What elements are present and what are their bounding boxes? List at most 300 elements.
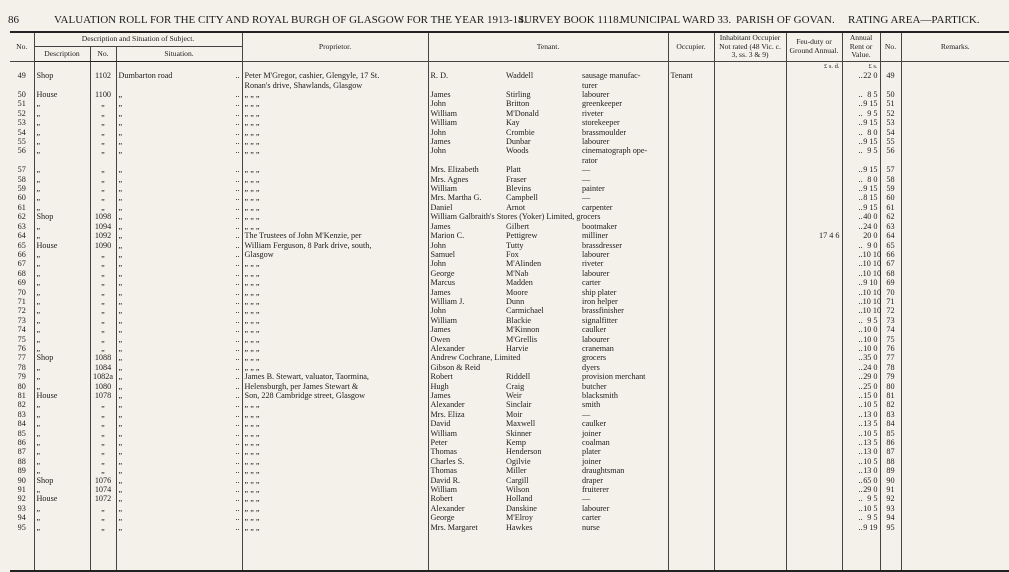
row-tenant-last: Danskine — [506, 503, 537, 513]
row-number-right: 56 — [880, 146, 901, 155]
row-feu-duty — [786, 457, 842, 466]
row-remarks — [901, 259, 1009, 268]
row-feu-duty — [786, 137, 842, 146]
row-number: 60 — [17, 193, 26, 203]
row-remarks — [901, 466, 1009, 475]
row-inhabitant — [714, 250, 786, 259]
row-tenant-first: John — [428, 146, 504, 155]
row-remarks — [901, 231, 1009, 240]
row-description: „ — [34, 419, 90, 428]
col-situation: Situation. — [116, 47, 242, 61]
row-proprietor: „ „ „ — [242, 363, 428, 372]
row-description: „ — [34, 344, 90, 353]
col-inhabitant: Inhabitant Occupier Not rated (48 Vic. c. 3, ss. 3 & 9) — [714, 32, 786, 61]
row-occupation: caulker — [582, 419, 607, 429]
row-inhabitant — [714, 429, 786, 438]
row-tenant-first: James — [428, 90, 504, 99]
row-number-right: 77 — [880, 353, 901, 362]
row-occupier — [668, 438, 714, 447]
table-row — [10, 438, 1009, 447]
row-number-right: 64 — [880, 231, 901, 240]
row-proprietor: Peter M'Gregor, cashier, Glengyle, 17 St. — [242, 71, 428, 80]
page-number: 86 — [8, 14, 19, 26]
row-occupier — [668, 146, 714, 155]
row-number: 51 — [17, 99, 26, 109]
row-occupation: brassdresser — [582, 240, 623, 250]
row-tenant-first: Mrs. Eliza — [428, 410, 504, 419]
row-annual-rent: .. 9 15 — [842, 99, 880, 108]
row-number-right: 89 — [880, 466, 901, 475]
row-number-right — [880, 156, 901, 165]
col-description-group: Description and Situation of Subject. — [34, 32, 242, 47]
row-tenant-last: Craig — [506, 381, 525, 391]
row-proprietor: „ „ „ — [242, 429, 428, 438]
row-occupation: fruiterer — [582, 485, 609, 495]
row-tenant-last: M'Donald — [506, 108, 539, 118]
table-row — [10, 429, 1009, 438]
row-number-right: 78 — [880, 363, 901, 372]
row-occupation: storekeeper — [582, 118, 620, 128]
row-number: 87 — [17, 447, 26, 457]
row-inhabitant — [714, 325, 786, 334]
row-situation: „ .. — [116, 429, 242, 438]
col-remarks: Remarks. — [901, 32, 1009, 61]
row-situation: „ .. — [116, 288, 242, 297]
row-tenant-last: Waddell — [506, 71, 534, 81]
row-feu-duty — [786, 278, 842, 287]
row-occupation: — — [582, 193, 591, 203]
row-occupier — [668, 118, 714, 127]
row-inhabitant — [714, 203, 786, 212]
row-number: 79 — [17, 372, 26, 382]
row-house-number: 1074 — [90, 485, 116, 494]
row-feu-duty — [786, 259, 842, 268]
row-feu-duty — [786, 466, 842, 475]
row-tenant-first: Daniel — [428, 203, 504, 212]
row-proprietor: Glasgow — [242, 250, 428, 259]
row-situation: „ .. — [116, 316, 242, 325]
row-house-number: „ — [90, 288, 116, 297]
row-number: 95 — [17, 522, 26, 532]
row-situation: „ .. — [116, 325, 242, 334]
row-annual-rent: .. 10 10 — [842, 269, 880, 278]
table-row — [10, 494, 1009, 503]
row-proprietor: „ „ „ — [242, 316, 428, 325]
row-house-number: 1088 — [90, 353, 116, 362]
row-tenant-last: Cargill — [506, 475, 529, 485]
row-situation: „ .. — [116, 222, 242, 231]
row-situation: „ .. — [116, 175, 242, 184]
row-number-right: 60 — [880, 193, 901, 202]
row-inhabitant — [714, 316, 786, 325]
row-tenant-first: David — [428, 419, 504, 428]
row-number-right: 79 — [880, 372, 901, 381]
row-tenant-first: James — [428, 391, 504, 400]
row-annual-rent: .. 9 15 — [842, 165, 880, 174]
row-number: 89 — [17, 466, 26, 476]
table-row — [10, 184, 1009, 193]
row-remarks — [901, 429, 1009, 438]
row-situation: „ .. — [116, 447, 242, 456]
row-occupation: — — [582, 174, 591, 184]
row-occupier — [668, 99, 714, 108]
row-occupier — [668, 156, 714, 165]
row-remarks — [901, 175, 1009, 184]
row-tenant-first: George — [428, 269, 504, 278]
row-situation: „ .. — [116, 513, 242, 522]
row-occupation: bootmaker — [582, 221, 618, 231]
row-proprietor: „ „ „ — [242, 175, 428, 184]
row-occupation: smith — [582, 400, 601, 410]
row-description: „ — [34, 466, 90, 475]
row-remarks — [901, 184, 1009, 193]
row-inhabitant — [714, 335, 786, 344]
row-annual-rent: .. 8 0 — [842, 128, 880, 137]
row-feu-duty — [786, 81, 842, 90]
row-number: 85 — [17, 428, 26, 438]
row-proprietor: „ „ „ — [242, 335, 428, 344]
row-occupation: — — [582, 165, 591, 175]
row-tenant-first: James — [428, 288, 504, 297]
row-annual-rent: .. 10 5 — [842, 400, 880, 409]
row-occupier — [668, 513, 714, 522]
row-remarks — [901, 523, 1009, 532]
row-inhabitant — [714, 466, 786, 475]
table-body — [10, 61, 1009, 571]
row-feu-duty — [786, 250, 842, 259]
row-feu-duty — [786, 504, 842, 513]
row-occupier — [668, 109, 714, 118]
table-row — [10, 203, 1009, 212]
row-tenant-first: John — [428, 259, 504, 268]
row-tenant-first: Robert — [428, 372, 504, 381]
row-house-number: 1092 — [90, 231, 116, 240]
row-tenant-last: Miller — [506, 466, 527, 476]
row-proprietor: „ „ „ — [242, 193, 428, 202]
row-remarks — [901, 241, 1009, 250]
row-description: „ — [34, 278, 90, 287]
row-description: „ — [34, 175, 90, 184]
table-row — [10, 372, 1009, 381]
row-remarks — [901, 297, 1009, 306]
row-feu-duty — [786, 203, 842, 212]
row-occupation: carter — [582, 513, 601, 523]
row-tenant-first: William J. — [428, 297, 504, 306]
row-annual-rent: .. 35 0 — [842, 353, 880, 362]
table-row — [10, 419, 1009, 428]
row-occupation: carpenter — [582, 202, 613, 212]
row-tenant-last: Maxwell — [506, 419, 536, 429]
row-remarks — [901, 494, 1009, 503]
row-occupier — [668, 128, 714, 137]
row-tenant-last: Blevins — [506, 184, 532, 194]
row-situation: „ .. — [116, 344, 242, 353]
row-feu-duty — [786, 316, 842, 325]
row-situation: „ .. — [116, 109, 242, 118]
row-occupation: provision merchant — [582, 372, 646, 382]
row-occupier — [668, 203, 714, 212]
row-feu-duty — [786, 71, 842, 80]
row-house-number: 1094 — [90, 222, 116, 231]
row-situation: „ .. — [116, 335, 242, 344]
row-situation: „ .. — [116, 193, 242, 202]
row-situation: „ .. — [116, 382, 242, 391]
row-occupier — [668, 494, 714, 503]
row-tenant-last: Campbell — [506, 193, 538, 203]
row-situation: „ .. — [116, 90, 242, 99]
row-feu-duty — [786, 494, 842, 503]
row-situation: „ .. — [116, 353, 242, 362]
row-description: „ — [34, 222, 90, 231]
row-description: „ — [34, 109, 90, 118]
row-number — [10, 81, 34, 90]
row-description: House — [34, 90, 90, 99]
row-feu-duty — [786, 128, 842, 137]
table-row — [10, 476, 1009, 485]
row-occupation: plater — [582, 447, 601, 457]
row-tenant-last: Sinclair — [506, 400, 532, 410]
row-house-number — [90, 156, 116, 165]
row-inhabitant — [714, 259, 786, 268]
row-number: 92 — [17, 494, 26, 504]
row-situation: „ .. — [116, 419, 242, 428]
row-feu-duty — [786, 391, 842, 400]
col-occupier: Occupier. — [668, 32, 714, 61]
row-feu-duty — [786, 156, 842, 165]
row-description: „ — [34, 146, 90, 155]
row-annual-rent: .. 10 10 — [842, 250, 880, 259]
row-annual-rent: .. 9 5 — [842, 109, 880, 118]
row-proprietor: „ „ „ — [242, 410, 428, 419]
row-situation: „ .. — [116, 523, 242, 532]
row-house-number: „ — [90, 118, 116, 127]
row-tenant-last: Pettigrew — [506, 231, 538, 241]
row-number — [10, 156, 34, 165]
row-annual-rent: .. 10 10 — [842, 259, 880, 268]
row-description — [34, 81, 90, 90]
row-inhabitant — [714, 269, 786, 278]
row-house-number: „ — [90, 165, 116, 174]
row-occupier — [668, 485, 714, 494]
table-row — [10, 90, 1009, 99]
row-description: „ — [34, 363, 90, 372]
row-tenant-first: David R. — [428, 476, 504, 485]
row-number: 84 — [17, 419, 26, 429]
row-tenant-first: Thomas — [428, 447, 504, 456]
table-row — [10, 222, 1009, 231]
table-row — [10, 278, 1009, 287]
table-row — [10, 363, 1009, 372]
page-header — [8, 4, 992, 26]
row-situation: „ .. — [116, 241, 242, 250]
row-description: „ — [34, 259, 90, 268]
row-tenant-first: Andrew Cochrane, Limited — [428, 353, 504, 362]
row-tenant-last: Dunn — [506, 296, 525, 306]
row-occupation: — — [582, 494, 591, 504]
row-number: 67 — [17, 259, 26, 269]
row-proprietor: „ „ „ — [242, 259, 428, 268]
row-remarks — [901, 222, 1009, 231]
row-tenant-last: M'Kinnon — [506, 325, 540, 335]
row-inhabitant — [714, 241, 786, 250]
row-situation: „ .. — [116, 128, 242, 137]
row-number-right: 65 — [880, 241, 901, 250]
row-remarks — [901, 109, 1009, 118]
row-house-number: „ — [90, 523, 116, 532]
row-house-number: „ — [90, 193, 116, 202]
row-occupation: nurse — [582, 522, 600, 532]
row-tenant-last: M'Grellis — [506, 334, 538, 344]
row-number-right: 50 — [880, 90, 901, 99]
row-house-number: „ — [90, 137, 116, 146]
row-tenant-last: Riddell — [506, 372, 531, 382]
row-number-right: 76 — [880, 344, 901, 353]
row-number: 88 — [17, 456, 26, 466]
row-description: „ — [34, 269, 90, 278]
row-number-right: 70 — [880, 288, 901, 297]
row-tenant-last — [504, 363, 580, 372]
row-inhabitant — [714, 419, 786, 428]
row-annual-rent: .. 9 15 — [842, 137, 880, 146]
row-occupation: draper — [582, 475, 603, 485]
row-tenant-last: Dunbar — [506, 137, 531, 147]
row-proprietor: Ronan's drive, Shawlands, Glasgow — [242, 81, 428, 90]
row-inhabitant — [714, 231, 786, 240]
row-occupation: milliner — [582, 231, 608, 241]
row-number-right: 54 — [880, 128, 901, 137]
row-house-number: „ — [90, 419, 116, 428]
row-occupier — [668, 335, 714, 344]
row-occupier — [668, 278, 714, 287]
row-situation: „ .. — [116, 269, 242, 278]
row-occupation: carter — [582, 278, 601, 288]
row-feu-duty — [786, 90, 842, 99]
row-inhabitant — [714, 485, 786, 494]
row-tenant-first: George — [428, 513, 504, 522]
row-situation: „ .. — [116, 259, 242, 268]
row-number-right: 85 — [880, 429, 901, 438]
row-proprietor: „ „ „ — [242, 165, 428, 174]
row-tenant-last: M'Elroy — [506, 513, 533, 523]
row-tenant-first: William — [428, 429, 504, 438]
row-occupier — [668, 316, 714, 325]
row-description: House — [34, 391, 90, 400]
row-proprietor: „ „ „ — [242, 476, 428, 485]
row-remarks — [901, 476, 1009, 485]
row-remarks — [901, 457, 1009, 466]
row-proprietor: „ „ „ — [242, 99, 428, 108]
row-annual-rent: .. 9 15 — [842, 184, 880, 193]
row-situation: „ .. — [116, 466, 242, 475]
row-number: 76 — [17, 343, 26, 353]
table-row — [10, 344, 1009, 353]
row-tenant-first: William — [428, 109, 504, 118]
row-proprietor: Helensburgh, per James Stewart & — [242, 382, 428, 391]
row-tenant-first: Mrs. Elizabeth — [428, 165, 504, 174]
row-proprietor: „ „ „ — [242, 353, 428, 362]
row-inhabitant — [714, 184, 786, 193]
row-occupation: caulker — [582, 325, 607, 335]
row-proprietor: „ „ „ — [242, 419, 428, 428]
row-house-number: 1100 — [90, 90, 116, 99]
row-description: Shop — [34, 212, 90, 221]
row-inhabitant — [714, 288, 786, 297]
row-annual-rent: .. 10 10 — [842, 306, 880, 315]
row-number-right: 69 — [880, 278, 901, 287]
row-number-right: 51 — [880, 99, 901, 108]
row-proprietor: „ „ „ — [242, 288, 428, 297]
table-row — [10, 400, 1009, 409]
table-row — [10, 99, 1009, 108]
table-row — [10, 523, 1009, 532]
row-tenant-first: Mrs. Agnes — [428, 175, 504, 184]
row-number-right: 63 — [880, 222, 901, 231]
row-remarks — [901, 90, 1009, 99]
row-occupation: cinematograph ope- — [582, 146, 648, 156]
row-tenant-last: Arnot — [506, 202, 526, 212]
row-annual-rent: .. 10 5 — [842, 429, 880, 438]
row-feu-duty — [786, 363, 842, 372]
row-occupation: — — [582, 409, 591, 419]
row-tenant-first: Alexander — [428, 344, 504, 353]
row-description: „ — [34, 429, 90, 438]
row-proprietor: „ „ „ — [242, 523, 428, 532]
row-annual-rent: .. 9 15 — [842, 203, 880, 212]
row-number: 52 — [17, 108, 26, 118]
row-inhabitant — [714, 410, 786, 419]
row-remarks — [901, 316, 1009, 325]
row-occupation: rator — [582, 155, 598, 165]
row-annual-rent: .. 29 0 — [842, 485, 880, 494]
row-occupation: butcher — [582, 381, 607, 391]
row-annual-rent: .. 24 0 — [842, 363, 880, 372]
row-number: 49 — [17, 71, 26, 81]
row-proprietor: „ „ „ — [242, 128, 428, 137]
row-number-right: 72 — [880, 306, 901, 315]
row-remarks — [901, 419, 1009, 428]
row-inhabitant — [714, 175, 786, 184]
row-feu-duty — [786, 400, 842, 409]
row-house-number: „ — [90, 504, 116, 513]
row-tenant-first: Mrs. Margaret — [428, 523, 504, 532]
table-row — [10, 288, 1009, 297]
row-proprietor: „ „ „ — [242, 504, 428, 513]
row-occupier — [668, 466, 714, 475]
row-occupation: signalfitter — [582, 315, 618, 325]
row-description: „ — [34, 316, 90, 325]
row-tenant-first: Robert — [428, 494, 504, 503]
row-number-right: 83 — [880, 410, 901, 419]
row-occupier — [668, 193, 714, 202]
row-house-number: 1076 — [90, 476, 116, 485]
row-situation: „ .. — [116, 250, 242, 259]
row-description: „ — [34, 400, 90, 409]
row-remarks — [901, 438, 1009, 447]
row-tenant-first: R. D. — [428, 71, 504, 80]
row-number-right: 82 — [880, 400, 901, 409]
row-tenant-last: Wilson — [506, 485, 530, 495]
row-number: 77 — [17, 353, 26, 363]
row-house-number: „ — [90, 109, 116, 118]
row-remarks — [901, 71, 1009, 80]
row-situation: Dumbarton road .. — [116, 71, 242, 80]
row-description: „ — [34, 250, 90, 259]
row-tenant-last: Skinner — [506, 428, 532, 438]
row-tenant-first: Peter — [428, 438, 504, 447]
row-house-number: „ — [90, 306, 116, 315]
row-proprietor: „ „ „ — [242, 278, 428, 287]
row-tenant-first: John — [428, 306, 504, 315]
